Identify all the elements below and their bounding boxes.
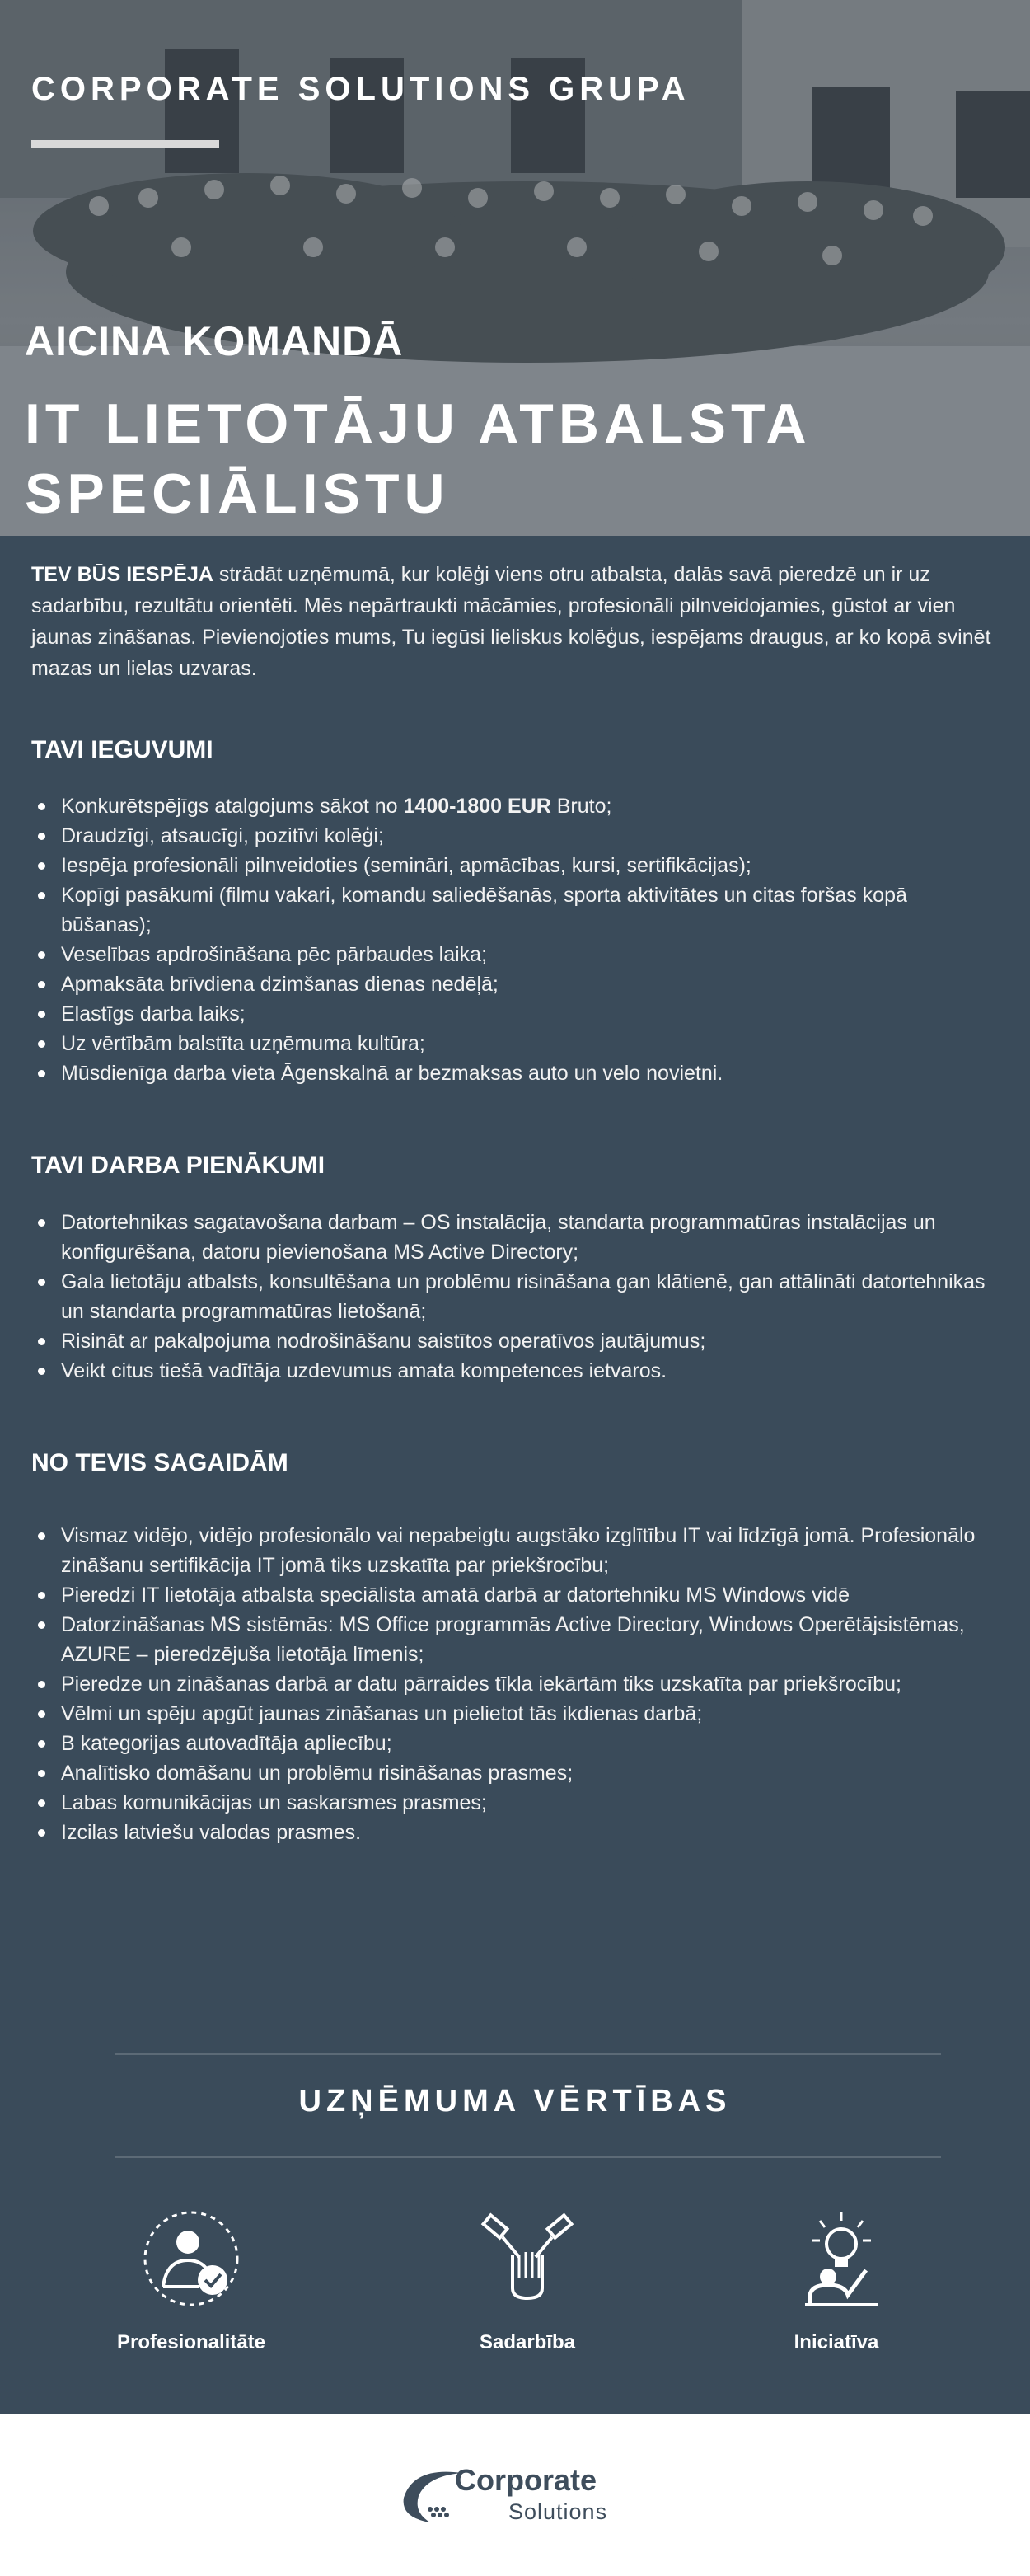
logo-text-solutions: Solutions xyxy=(508,2499,608,2524)
logo-text-corporate: Corporate xyxy=(455,2463,597,2497)
values-divider-bottom xyxy=(115,2156,941,2158)
value-initiative xyxy=(713,2209,960,2354)
footer xyxy=(0,2414,1030,2576)
duties-title: TAVI DARBA PIENĀKUMI xyxy=(31,1152,325,1179)
invite-heading: AICINA KOMANDĀ xyxy=(25,318,404,364)
benefits-title: TAVI IEGUVUMI xyxy=(31,736,213,763)
list-item: B kategorijas autovadītāja apliecību; xyxy=(31,1729,995,1758)
value-cooperation xyxy=(404,2209,651,2354)
value-label: Iniciatīva xyxy=(794,2331,879,2353)
professional-person-check-icon xyxy=(142,2209,241,2308)
benefits-list xyxy=(31,791,995,1088)
list-item: Pieredzi IT lietotāja atbalsta speciālista amatā darbā ar datortehniku MS Windows vidē xyxy=(31,1580,995,1610)
list-item: Datorzināšanas MS sistēmās: MS Office programmās Active Directory, Windows Operētājsistēmas, AZURE – pieredzējuša lietotāja līmenis; xyxy=(31,1610,995,1669)
hero-underline xyxy=(31,140,219,148)
values-divider-top xyxy=(115,2053,941,2055)
list-item: Gala lietotāju atbalsts, konsultēšana un problēmu risināšana gan klātienē, gan attālināti datortehnikas un standarta programmatūras lietošanā; xyxy=(31,1267,995,1326)
handshake-icon xyxy=(478,2209,577,2308)
position-title-line2: SPECIĀLISTU xyxy=(25,462,450,525)
company-name: CORPORATE SOLUTIONS GRUPA xyxy=(31,71,691,107)
position-title-line1: IT LIETOTĀJU ATBALSTA xyxy=(25,392,812,455)
values-title: UZŅĒMUMA VĒRTĪBAS xyxy=(298,2084,732,2119)
list-item: Iespēja profesionāli pilnveidoties (semināri, apmācības, kursi, sertifikācijas); xyxy=(31,851,995,880)
list-item: Draudzīgi, atsaucīgi, pozitīvi kolēģi; xyxy=(31,821,995,851)
company-logo xyxy=(397,2463,644,2529)
list-item: Mūsdienīga darba vieta Āgenskalnā ar bezmaksas auto un velo novietni. xyxy=(31,1058,995,1088)
salary-prefix: Konkurētspējīgs atalgojums sākot no xyxy=(61,795,404,818)
salary-suffix: Bruto; xyxy=(550,795,612,818)
list-item xyxy=(31,791,995,821)
list-item: Kopīgi pasākumi (filmu vakari, komandu saliedēšanās, sporta aktivitātes un citas foršas kopā būšanas); xyxy=(31,880,995,940)
requirements-title: NO TEVIS SAGAIDĀM xyxy=(31,1449,288,1476)
list-item: Analītisko domāšanu un problēmu risināšanas prasmes; xyxy=(31,1758,995,1788)
value-label: Profesionalitāte xyxy=(116,2331,266,2353)
list-item: Vismaz vidējo, vidējo profesionālo vai nepabeigtu augstāko izglītību IT vai līdzīgā jomā. Profesionālo zināšanu sertifikācija IT jomā tiks uzskatīta par priekšrocību; xyxy=(31,1521,995,1580)
list-item: Vēlmi un spēju apgūt jaunas zināšanas un pielietot tās ikdienas darbā; xyxy=(31,1699,995,1729)
value-label: Sadarbība xyxy=(479,2331,576,2353)
lightbulb-person-icon xyxy=(787,2209,886,2308)
list-item: Izcilas latviešu valodas prasmes. xyxy=(31,1818,995,1847)
salary-amount: 1400-1800 EUR xyxy=(403,795,551,818)
value-professionalism xyxy=(68,2209,315,2354)
list-item: Datortehnikas sagatavošana darbam – OS instalācija, standarta programmatūras instalācijas un konfigurēšana, datoru pievienošana MS Active Directory; xyxy=(31,1208,995,1267)
list-item: Apmaksāta brīvdiena dzimšanas dienas nedēļā; xyxy=(31,969,995,999)
list-item: Veikt citus tiešā vadītāja uzdevumus amata kompetences ietvaros. xyxy=(31,1356,995,1386)
duties-list xyxy=(31,1208,995,1386)
list-item: Pieredze un zināšanas darbā ar datu pārraides tīkla iekārtām tiks uzskatīta par priekšrocību; xyxy=(31,1669,995,1699)
list-item: Uz vērtībām balstīta uzņēmuma kultūra; xyxy=(31,1029,995,1058)
list-item: Labas komunikācijas un saskarsmes prasmes; xyxy=(31,1788,995,1818)
intro-paragraph xyxy=(31,559,991,684)
list-item: Elastīgs darba laiks; xyxy=(31,999,995,1029)
requirements-list xyxy=(31,1521,995,1847)
intro-lead: TEV BŪS IESPĒJA xyxy=(31,563,213,586)
list-item: Risināt ar pakalpojuma nodrošināšanu saistītos operatīvos jautājumus; xyxy=(31,1326,995,1356)
intro-text: strādāt uzņēmumā, kur kolēģi viens otru atbalsta, dalās savā pieredzē un ir uz sadarbību, rezultātu orientēti. Mēs nepārtraukti mācāmies, profesionāli pilnveidojamies, gūstot ar vien jaunas zināšanas. Pievienojoties mums, Tu iegūsi lieliskus kolēģus, iespējams draugus, ar ko kopā svinēt mazas un lielas uzvaras. xyxy=(31,563,991,680)
hero-banner xyxy=(0,0,1030,536)
list-item: Veselības apdrošināšana pēc pārbaudes laika; xyxy=(31,940,995,969)
